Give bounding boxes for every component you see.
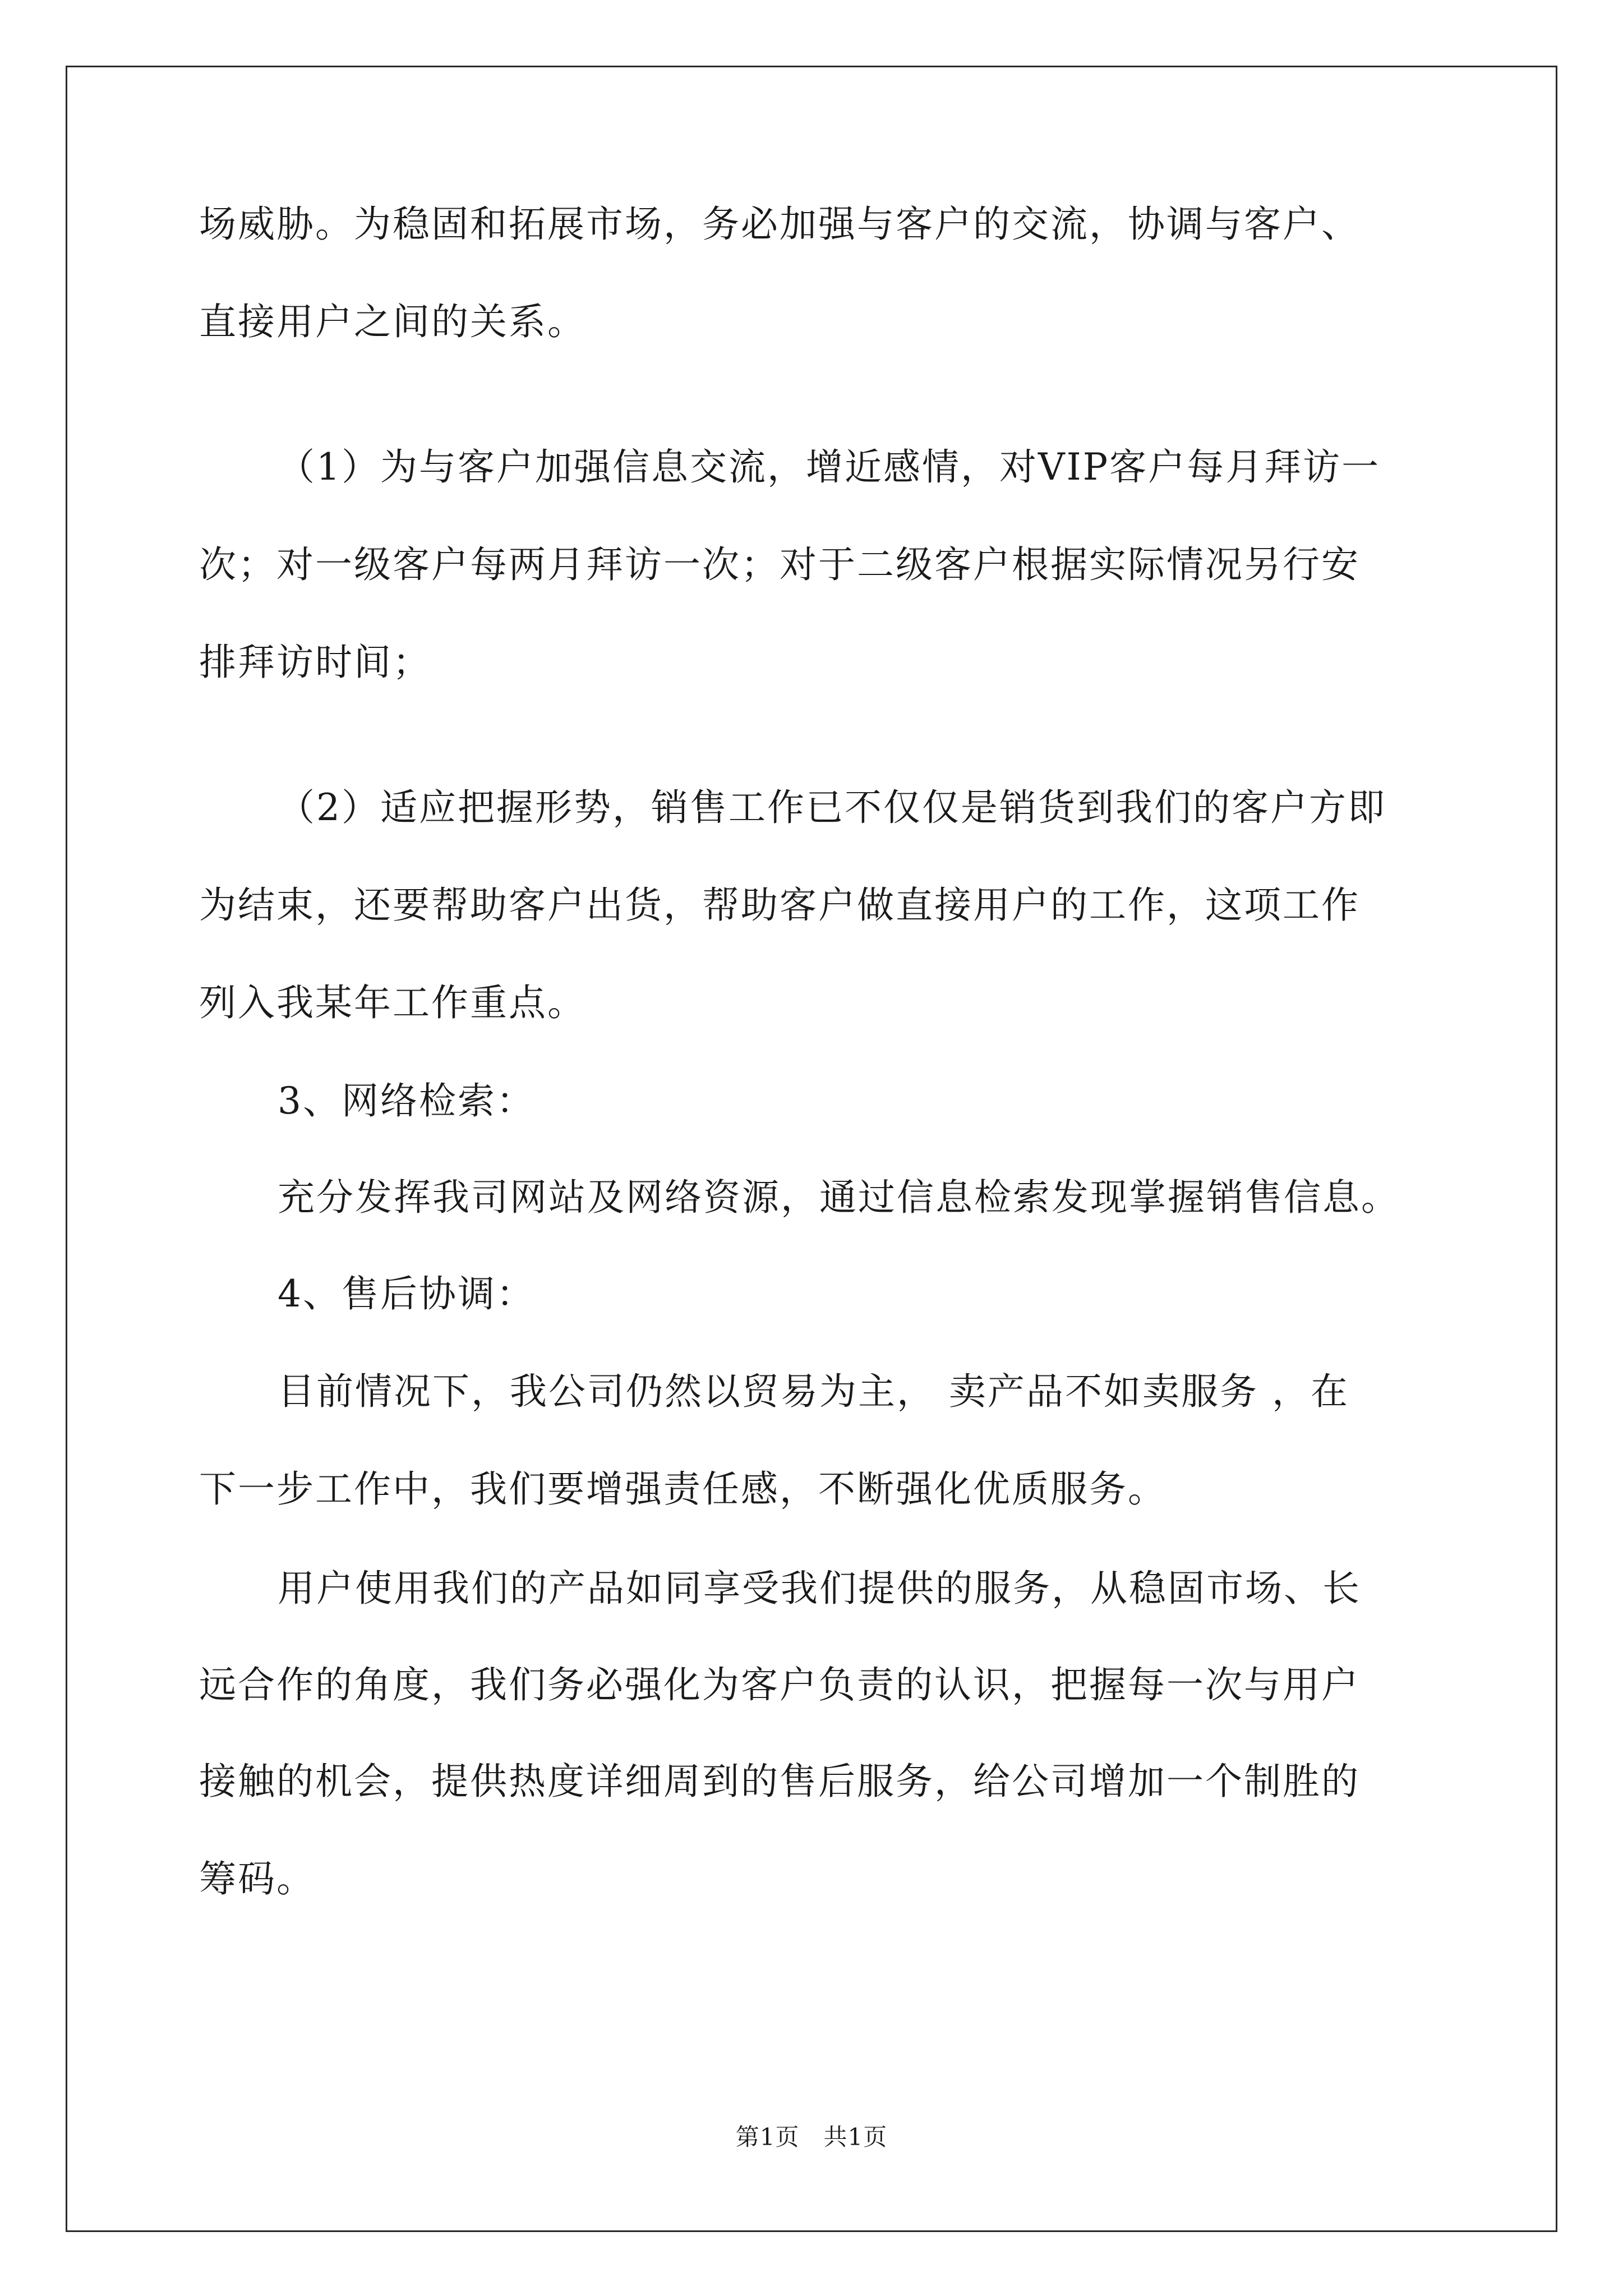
body-line: （1）为与客户加强信息交流，增近感情，对VIP客户每月拜访一 [278,445,1381,489]
body-line: （2）适应把握形势，销售工作已不仅仅是销货到我们的客户方即 [278,786,1386,829]
page-number: 第1页 共1页 [735,2123,888,2151]
body-line: 次；对一级客户每两月拜访一次；对于二级客户根据实际情况另行安 [199,543,1360,586]
body-line: 用户使用我们的产品如同享受我们提供的服务，从稳固市场、长 [278,1567,1361,1610]
body-line: 目前情况下，我公司仍然以贸易为主， 卖产品不如卖服务 ，在 [278,1370,1349,1413]
body-line: 下一步工作中，我们要增强责任感，不断强化优质服务。 [199,1467,1166,1511]
body-line: 远合作的角度，我们务必强化为客户负责的认识，把握每一次与用户 [199,1663,1360,1706]
body-line: 充分发挥我司网站及网络资源，通过信息检索发现掌握销售信息。 [278,1176,1400,1219]
section-heading: 3、网络检索： [278,1079,535,1122]
body-line: 场威胁。为稳固和拓展市场，务必加强与客户的交流，协调与客户、 [199,203,1360,246]
body-line: 为结束，还要帮助客户出货，帮助客户做直接用户的工作，这项工作 [199,884,1360,927]
body-line: 排拜访时间； [199,641,431,684]
body-line: 直接用户之间的关系。 [199,300,586,343]
body-line: 筹码。 [199,1857,315,1901]
page-border [66,66,1557,2232]
body-line: 接触的机会，提供热度详细周到的售后服务，给公司增加一个制胜的 [199,1760,1360,1803]
section-heading: 4、售后协调： [278,1272,535,1315]
body-line: 列入我某年工作重点。 [199,981,586,1024]
